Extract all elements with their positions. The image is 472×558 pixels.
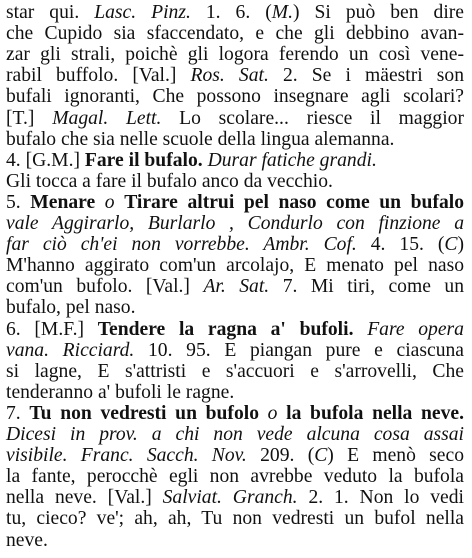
italic-text: C bbox=[444, 234, 458, 256]
text-run: tenderanno a' bufoli le ragne. bbox=[6, 381, 235, 403]
text-line bbox=[6, 506, 464, 532]
text-run: 7. bbox=[6, 402, 30, 424]
italic-text: far ciò ch'ei non vorrebbe. Ambr. Cof. bbox=[6, 234, 357, 256]
text-run: Gli tocca a fare il bufalo anco da vecchio. bbox=[6, 170, 333, 192]
italic-text: visibile. Franc. Sacch. Nov. bbox=[6, 445, 247, 467]
bold-headword: Tendere la ragna a' bufoli. bbox=[97, 318, 354, 340]
text-run: 4. 15. ( bbox=[356, 234, 445, 256]
italic-text: Lasc. Pinz. bbox=[94, 2, 191, 23]
text-run: 1. 6. ( bbox=[190, 2, 272, 23]
text-run: [T.] bbox=[6, 107, 53, 129]
text-run: 2. 1. Non lo vedi bbox=[297, 487, 464, 509]
bold-headword: la bufola nella neve. bbox=[286, 402, 465, 424]
text-run bbox=[353, 319, 367, 340]
italic-text: Salviat. Granch. bbox=[162, 487, 298, 509]
italic-text: Ar. Sat. bbox=[203, 276, 270, 298]
text-run: bufalo, pel naso. bbox=[6, 297, 136, 319]
bold-headword: Menare bbox=[30, 191, 96, 213]
text-run: Lo scolare... riesce il maggior bbox=[161, 107, 464, 129]
text-run: 5. bbox=[6, 191, 31, 213]
text-line bbox=[6, 528, 48, 554]
text-run: star qui. bbox=[6, 2, 95, 23]
text-run: 6. [M.F.] bbox=[6, 318, 98, 340]
bold-headword: Tirare altrui pel naso come un bufalo bbox=[124, 191, 465, 213]
italic-text: vale Aggirarlo, Burlarlo , Condurlo con finzione a bbox=[6, 213, 464, 234]
text-run: 2. Se i mäestri son bbox=[268, 65, 464, 87]
text-run: che Cupido sia sfaccendato, e che gli debbino avan- bbox=[6, 23, 464, 45]
bold-headword: Tu non vedresti un bufolo bbox=[29, 402, 259, 424]
text-run: 7. Mi tiri, come un bbox=[269, 276, 464, 298]
text-run: rabil buffolo. [Val.] bbox=[6, 65, 191, 87]
text-run: neve. bbox=[6, 529, 48, 551]
text-run: si lagne, E s'attristi e s'accuori e s'arrovelli, Che bbox=[6, 360, 464, 382]
italic-text: C bbox=[314, 445, 328, 467]
text-run: nella neve. [Val.] bbox=[6, 487, 163, 509]
text-run: bufalo che sia nelle scuole della lingua alemanna. bbox=[6, 128, 395, 150]
text-run: ) E menò seco bbox=[327, 445, 464, 467]
text-run: bufali ignoranti, Che possono insegnare agli scolari? bbox=[6, 86, 464, 108]
italic-text: Magal. Lett. bbox=[52, 107, 162, 129]
text-run: zar gli strali, poichè gli logora ferendo un così vene- bbox=[6, 44, 464, 66]
text-run: M'hanno aggirato com'un arcolajo, E menato pel naso bbox=[6, 255, 464, 277]
italic-text: Ros. Sat. bbox=[190, 65, 269, 87]
text-run: la fante, perocchè egli non avrebbe veduto la bufola bbox=[6, 466, 464, 488]
text-run: 4. [G.M.] bbox=[6, 149, 85, 171]
italic-text: Fare opera bbox=[367, 318, 464, 340]
italic-text: o bbox=[95, 191, 125, 213]
text-run: 10. 95. E piangan pure e ciascuna bbox=[134, 339, 464, 361]
italic-text: M. bbox=[271, 2, 294, 23]
text-run: ) Si può ben dire bbox=[293, 2, 464, 23]
italic-text: o bbox=[259, 402, 287, 424]
bold-headword: Fare il bufalo. bbox=[84, 149, 203, 171]
text-run: 209. ( bbox=[246, 445, 315, 467]
italic-text: Dicesi in prov. a chi non vede alcuna cosa assai bbox=[6, 424, 464, 445]
text-run: tu, cieco? ve'; ah, ah, Tu non vedresti un bufol nella bbox=[6, 508, 464, 530]
text-run: ) bbox=[457, 234, 464, 256]
text-run: com'un bufolo. [Val.] bbox=[6, 276, 204, 298]
italic-text: vana. Ricciard. bbox=[6, 339, 135, 361]
italic-text: Durar fatiche grandi. bbox=[207, 149, 377, 171]
